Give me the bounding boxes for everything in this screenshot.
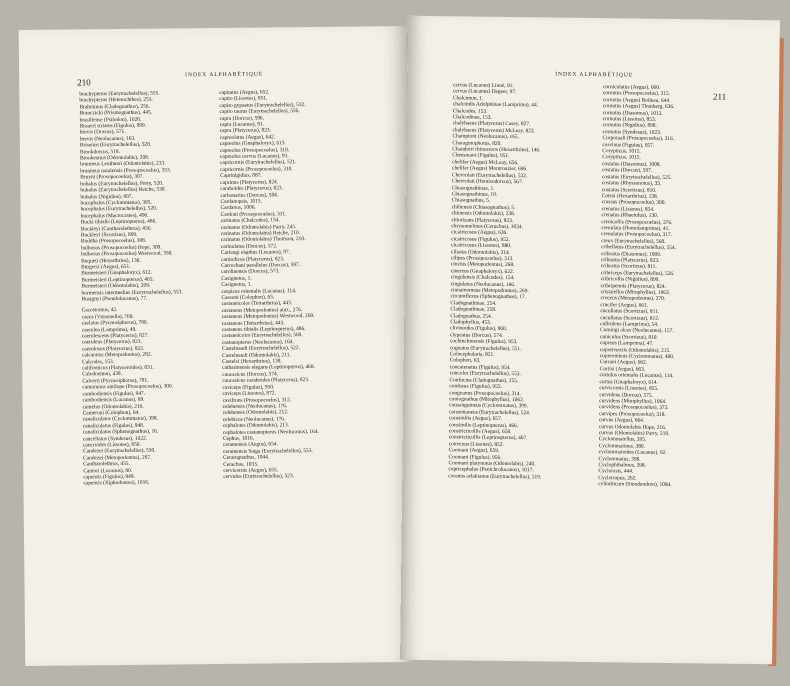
index-entry: Brookeanus (Odontolabis), 208. <box>79 154 150 162</box>
index-entry: castaneicolor (Tetrarthrius), 443. <box>221 300 293 308</box>
index-entry: curvidens (Dorcus), 575. <box>599 391 653 399</box>
running-header: INDEX ALPHABÉTIQUE <box>185 71 264 79</box>
index-entry: Calcodes, 153. <box>82 358 115 366</box>
index-entry: caprinus (Platycerus), 824. <box>220 179 279 186</box>
index-entry: Chalcimon, 1. <box>452 95 484 102</box>
index-entry: castaneus tibialis (Leptinopterus), 486. <box>221 326 306 333</box>
index-entry: calcaratus (Metopodontus), 282. <box>82 351 152 359</box>
index-entry: Chalcodinae, 153. <box>452 114 492 121</box>
index-entry: cornutus (Lissotes), 853. <box>602 116 657 123</box>
index-entry: Currani (Aegus), 662. <box>599 359 648 367</box>
index-entry: cancellatus (Syndesus), 1022. <box>82 435 148 442</box>
index-entry: carolinensis (Dorcus), 573. <box>221 268 280 276</box>
index-entry: camarunus antilope (Prosopocoelus), 300. <box>82 383 174 391</box>
index-entry: ciliatus (Odontolabis), 214. <box>451 248 511 256</box>
index-entry: concatenatus (Figulus), 954. <box>449 364 511 371</box>
index-entry: Casignetus, 1. <box>221 281 252 289</box>
index-entry: curtulus orientalis (Lucanus), 114. <box>599 372 674 380</box>
index-column-2 <box>598 84 678 488</box>
index-entry: castaneus (Tetrarthrius), 443. <box>221 319 285 327</box>
index-entry: caraboides (Platycerus), 823. <box>220 185 283 193</box>
index-entry: Colocephalaria, 821. <box>449 351 495 358</box>
index-entry: cribripennis (Platycerus), 824. <box>600 282 666 290</box>
index-entry: cribratus (Platycerus), 823. <box>600 257 660 264</box>
index-entry: cancroides (Lissotes), 850. <box>83 441 141 449</box>
index-entry: consanguineus (Cyclommatus), 399. <box>449 402 528 410</box>
index-entry: cullridens (Lamprima), 54. <box>600 321 659 328</box>
index-entry: corvinus (Figulus), 957. <box>602 141 655 149</box>
index-entry: cupreivertris (Odontolabis), 215. <box>599 346 671 354</box>
index-entry: curvipes (Prosopocoelus), 318. <box>599 410 666 418</box>
index-entry: cucullatus (Scortizus), 811. <box>600 308 660 316</box>
index-entry: Charagmophorus, 820. <box>452 139 502 147</box>
index-entry: capra (Dorcus), 596. <box>219 115 264 122</box>
index-entry: Braueri striatus (Figulus), 999. <box>79 122 147 130</box>
index-entry: cephalotes (Odontolabis), 213. <box>222 422 290 430</box>
index-entry: Cantharolethrus, 455. <box>83 461 130 468</box>
page-number: 210 <box>77 77 91 88</box>
index-entry: Cassoni (Colophon), 65. <box>221 294 275 301</box>
index-entry: caeca (Vinsonella), 768. <box>81 313 134 321</box>
index-entry: bulbosus (Prosopocoelus) Westwood, 358. <box>81 250 173 258</box>
index-entry: celebicus (Neolucanus), 176. <box>222 415 286 423</box>
index-entry: Caprinigidius, 887. <box>220 172 262 180</box>
index-entry: Coomani (Figulus), 956. <box>448 453 502 461</box>
index-entry: Cladognathinae, 258. <box>450 306 497 314</box>
index-entry: Cotesi (Hexarthrius), 138. <box>601 193 659 200</box>
index-entry: costatus (Dorcus), 597. <box>602 167 653 175</box>
index-entry: caerulea (Lamprima), 49. <box>81 326 137 334</box>
index-entry: cilipes (Prosopocoelus), 313. <box>450 255 514 263</box>
index-entry: cribricollis (Nigidius), 899. <box>600 276 660 284</box>
index-entry: Ceratognathus, 1044. <box>223 454 270 462</box>
index-entry: Calodoemon, 439. <box>82 371 123 378</box>
index-entry: castanopterus (Neolucanus), 164. <box>221 339 294 346</box>
index-entry: copricephalus (Penichrolucanus), 1017. <box>448 466 534 474</box>
index-entry: creux (Eurytrachelellus), 560. <box>601 237 666 245</box>
index-entry: concolor (Eurytrachelellus), 553. <box>449 370 521 378</box>
index-entry: capensis (Xiphodontus), 1016. <box>83 480 150 487</box>
index-entry: Carrochani parallelus (Dorcus), 597. <box>221 262 301 269</box>
index-entry: curvus (Aegus), 664. <box>598 417 645 424</box>
index-entry: cornutus (Aegus) Thunberg, 636. <box>602 103 675 111</box>
index-entry: bubalus (Nigidius), 897. <box>80 193 133 200</box>
index-entry: Brookdorcus, 518. <box>79 148 120 156</box>
index-entry: coniognathus (Mitophyllus), 1062. <box>449 396 525 404</box>
index-entry: carbonarius (Dorcus), 584. <box>220 191 279 199</box>
index-entry: celebensis (Neolucanus), 176. <box>222 403 288 410</box>
index-entry: Cheesmani (Figulus), 951. <box>452 152 510 160</box>
index-entry: Corypticus, 1015. <box>602 148 641 155</box>
index-entry: brunneus natalensis (Prosopocoelus), 353. <box>80 167 172 175</box>
index-entry: crenulata (Homolamprima), 41. <box>601 225 670 232</box>
index-entry: carinatus (Odontolabis) Reiche, 210. <box>220 230 301 237</box>
index-entry: carinatus (Chalcodes), 154. <box>220 217 280 225</box>
index-entry: chrysomelinus (Ceruchus), 1034. <box>451 223 523 231</box>
index-entry: crenatus (Rhaetulus), 130. <box>601 212 659 219</box>
index-entry: capito (Lissotes), 851. <box>219 95 268 103</box>
index-entry: celebensis (Odontolabis), 212. <box>222 409 289 417</box>
index-entry: capensis (Figulus), 949. <box>83 473 135 481</box>
index-entry: chelifer (Aegus) McLeay, 656. <box>452 159 519 166</box>
index-entry: carinatus (Odontolabis) Parry, 245. <box>220 223 297 231</box>
index-entry: convexus (Lissotes), 852. <box>448 441 504 448</box>
index-entry: curtus (Gnaphaloryx), 614. <box>599 378 658 386</box>
index-entry: caucasicus caraboides (Platycerus), 823. <box>222 377 310 385</box>
index-entry: caucasicus (Dorcus), 574. <box>222 371 279 378</box>
index-entry: cribriceps (Eurytrachelellus), 526. <box>600 269 675 277</box>
index-entry: castaneicolor (Eurytrachelellus), 560. <box>221 332 303 340</box>
index-entry: Cladognathinae, 254. <box>450 300 497 307</box>
index-entry: Candezei (Eurytrachelellus), 530. <box>83 447 156 455</box>
index-entry: chelifer (Aegus) Montrouzier, 696. <box>452 165 528 173</box>
index-entry: Candezei (Metopodontus), 267. <box>83 454 152 462</box>
index-entry: Burmeisteri (Gnaphaloryx), 612. <box>81 270 152 277</box>
index-entry: Cardanus, 1006. <box>220 204 256 212</box>
index-entry: Cyclommatellus, 395. <box>598 436 647 444</box>
index-entry: Coomani (Aegus), 659. <box>448 447 500 455</box>
index-entry: cambodiensis (Figulus), 947. <box>82 390 146 398</box>
index-entry: Cladophyllus, 453. <box>450 319 492 326</box>
index-entry: cornutus (Aegus) Boileau, 644. <box>602 96 671 104</box>
index-entry: capricornis (Prosopocoelus), 310. <box>220 166 293 173</box>
index-entry: costatus (Eurytrachelellus), 525. <box>601 173 672 181</box>
index-entry: Buckleyi (Cantharolethrus), 456. <box>80 225 152 232</box>
index-entry: coranus arfakianus (Eurytrachelellus), 519. <box>448 473 542 481</box>
index-entry: Buddha (Prosopocoelus), 308. <box>80 238 147 245</box>
index-entry: cingulensis (Chalcodes), 154. <box>450 274 515 282</box>
index-entry: chiliensis (Chiasognathus), 5. <box>451 204 516 211</box>
index-entry: bucephalus (Cyclommatus), 395. <box>80 199 152 207</box>
index-entry: Cyclommatus, 398. <box>598 455 641 463</box>
index-entry: Coomani platynotus (Odontolabis), 240. <box>448 460 536 468</box>
index-entry: bubalus (Eurytrachelellus) Reiche, 530. <box>80 186 166 194</box>
index-entry: Cyclophthalmus, 398. <box>598 462 646 469</box>
index-entry: chalcitidis Adolphinae (Lamprima), 44. <box>452 101 539 109</box>
index-entry: capricornis (Eurytrachelellus), 521. <box>220 159 297 167</box>
index-entry: cinereus (Gnaphaloryx), 622. <box>450 268 515 275</box>
index-entry: curvidens (Prosopocoelus), 373. <box>599 404 669 412</box>
index-entry: canaliculatus (Cyclommatus), 398. <box>82 415 158 423</box>
index-entry: Cumingi alces (Neolucanus), 157. <box>600 327 674 335</box>
index-column-2 <box>219 89 319 481</box>
index-entry: Chevrolati (Hemisodorcus), 567. <box>451 178 523 186</box>
index-entry: confusus (Figulus), 955. <box>449 383 502 391</box>
index-entry: chalybaeus (Platycerus) McLeay, 823. <box>452 127 536 135</box>
index-entry: bucephalus (Macrocrates), 490. <box>80 212 149 220</box>
index-entry: Cyclorasis, 444. <box>598 468 634 475</box>
index-entry: cephalotes castanopterus (Neolucanus), 164. <box>222 428 319 436</box>
index-entry: cupreoniteus (Cyclommatus), 400. <box>599 353 675 361</box>
index-entry: cinnamomeus (Metopodontus), 269. <box>450 287 529 295</box>
index-entry: brunneus Leuthneri (Odontolabis), 233. <box>80 160 166 168</box>
index-entry: caviceps (Figulus), 950. <box>222 384 275 391</box>
index-entry: ceramensis (Aegus), 654. <box>223 441 278 449</box>
index-entry: cornutus (Syndesus), 1023. <box>602 128 662 136</box>
index-entry: cervus (Lucanus) Linné, 91. <box>453 82 514 90</box>
index-entry: cribratus (Scortizus), 811. <box>600 263 657 271</box>
index-entry: catharinensis elegans (Leptinopterus), 468. <box>222 364 315 372</box>
index-entry: Chiasognathinus, 10. <box>451 191 498 198</box>
index-entry: castaneus (Metopodontus) Westwood, 269. <box>221 313 315 321</box>
index-entry: Colophon, 63. <box>449 357 481 365</box>
index-entry: clypeatus (Dorcus), 574. <box>450 332 504 339</box>
index-entry: cribratus (Diasomus), 1009. <box>601 250 662 258</box>
index-entry: carniolicus (Platycerus), 823. <box>221 255 285 263</box>
index-entry: cupreus (Lamprima), 47. <box>599 340 654 348</box>
index-entry: capito taurus (Eurytrachelellus), 556. <box>219 108 300 116</box>
index-entry: crenicollis (Prosopocoelus), 376. <box>601 218 673 226</box>
index-entry: caeruleus (Platycerus), 823. <box>81 339 142 346</box>
index-entry: bucephalus (Eurytrachelellus), 520. <box>80 205 158 213</box>
index-entry: Cyclommatinus, 380. <box>598 442 646 450</box>
index-entry: Cacostomus, 42. <box>81 307 118 314</box>
index-entry: constricticollis (Aegus), 658. <box>448 428 512 435</box>
index-entry: cuniculus (Scortizus), 810. <box>600 333 658 341</box>
index-column-1 <box>79 90 184 487</box>
index-entry: consimilis (Aegus), 657. <box>448 415 503 423</box>
index-entry: Castelsi (Hexarthrius), 138. <box>222 358 282 365</box>
index-entry: costatus (Diasomus), 1008. <box>602 161 661 168</box>
index-column-1 <box>448 82 546 480</box>
index-entry: Buqueti (Hexarthrius), 138. <box>81 257 141 264</box>
index-entry: Bucki tibialis (Leptinopterus), 486. <box>80 218 157 226</box>
index-entry: capreolus cervus (Lucanus), 91. <box>219 153 289 161</box>
index-entry: Brahminus (Cladognathus), 256. <box>79 103 150 111</box>
index-entry: cicatricosus (Aegus), 636. <box>451 229 508 237</box>
index-entry: cyclommatoides (Lucanus), 92. <box>598 449 667 457</box>
index-entry: castaneus (Metopodontus) auct., 276. <box>221 306 303 314</box>
index-entry: chinensis (Odontolabis), 238. <box>451 210 516 218</box>
index-entry: Cameroni (Colophon), 64. <box>82 409 140 417</box>
index-entry: capreolus (Prosopocoelus), 310. <box>219 146 290 154</box>
index-entry: californicus (Platyceroides), 831. <box>82 364 154 372</box>
index-entry: Chiasognathus, 5. <box>451 197 491 205</box>
right-page <box>400 16 780 664</box>
index-entry: caspicus orientalis (Lucanus), 114. <box>221 287 297 295</box>
index-entry: capreolus (Gnaphaloryx), 613. <box>219 140 286 148</box>
index-entry: Bruyni (Prosopocoelus), 307. <box>80 174 144 181</box>
index-entry: cambodiensis (Lucanus), 89. <box>82 396 145 404</box>
index-entry: brachypterus (Heterochthes), 253. <box>79 97 153 104</box>
index-entry: carinatus (Odontolabis) Thomson, 210. <box>220 236 306 244</box>
index-entry: Branczicki (Prismognathus), 445. <box>79 109 153 117</box>
index-entry: cicatricosus (Lissotes), 880. <box>451 242 512 250</box>
index-entry: cicatricosus (Figulus), 952. <box>451 236 510 243</box>
index-entry: cingulatus (Neolucanus), 166. <box>450 280 516 288</box>
index-entry: Chaudoiri rhinoceros (Hexarthrius), 146. <box>452 146 541 154</box>
index-entry: cervicornis (Aegus), 655. <box>223 467 279 474</box>
index-entry: crenatus (Lissotes), 854. <box>601 205 655 213</box>
index-entry: camelus (Odontolabis), 210. <box>82 403 144 410</box>
index-entry: chalybaeus (Platycerus) Casey, 827. <box>452 120 531 128</box>
running-header: INDEX ALPHABÉTIQUE <box>555 71 634 79</box>
index-entry: Cardanopsis, 1015. <box>220 198 263 205</box>
index-entry: curvus Odontolabis Hope, 216. <box>598 423 667 431</box>
index-entry: cavifrons (Prosopocoelus), 312. <box>222 396 292 404</box>
index-entry: cervus (Lucanus) Degeer, 97. <box>452 88 517 96</box>
index-entry: caviceps (Lissotes), 872. <box>222 390 276 398</box>
index-entry: Buckleyi (Scortizus), 809. <box>80 231 138 239</box>
index-entry: constricticollis (Leptinopterus), 467. <box>448 434 528 442</box>
index-entry: cornutus (Diasomus), 1013. <box>602 109 663 117</box>
index-entry: curvidens (Mitophyllus), 1064. <box>599 398 667 405</box>
index-entry: congoanus (Prosopocoelus), 314. <box>449 389 521 397</box>
index-entry: cristatellus (Mitophyllus), 1063. <box>600 289 671 296</box>
index-entry: ceramensis Saiga (Eurytrachelellus), 553. <box>223 447 313 455</box>
index-entry: crenulatus (Prosopocoelus), 317. <box>601 231 672 239</box>
index-entry: consimilis (Leptinopterus), 466. <box>448 421 519 429</box>
index-entry: Cerachus, 1033. <box>223 461 259 468</box>
index-entry: canaliculatus (Sphenognathus), 16. <box>82 428 159 436</box>
index-entry: Chalcodes, 153. <box>452 107 488 115</box>
index-entry: capra (Platycerus), 823. <box>219 127 271 135</box>
index-entry: Cladognathus, 254. <box>450 312 493 320</box>
index-entry: Cyclotropus, 262. <box>598 474 637 482</box>
index-entry: costatus (Rhyssonotus), 33. <box>601 180 662 187</box>
index-entry: cognatus (Eurytrachelellus), 551. <box>449 344 522 352</box>
index-entry: capreolatus (Aegus), 642. <box>219 134 276 141</box>
index-entry: Carlengi elaphus (Lucanus), 97. <box>220 249 291 257</box>
index-entry: Castelnaudi (Eurytrachelellus), 522. <box>222 345 300 353</box>
index-entry: bubalus (Eurytrachelellus), Perty, 520. <box>80 180 164 188</box>
page-number: 211 <box>712 91 727 102</box>
index-entry: Chevrolati (Eurytrachelellus), 532. <box>451 171 528 179</box>
index-entry: crassus (Prosopocoelus), 300. <box>601 199 666 207</box>
index-entry: curvicornis (Lissotes), 855. <box>599 385 659 392</box>
index-entry: Cantori (Lucanus), 90. <box>83 467 133 474</box>
index-entry: corniculatus (Aegus), 660. <box>603 84 661 91</box>
index-entry: circumflexus (Sphenognathus), 17. <box>450 293 527 301</box>
index-entry: cervulus (Eurytrachelellus), 523. <box>223 473 295 481</box>
index-entry: cylindricum (Sinodendron), 1084. <box>598 481 672 489</box>
index-entry: brevis (Neolucanus), 163. <box>79 135 136 143</box>
index-entry: cribellatus (Eurytrachelellus), 554. <box>601 244 677 252</box>
index-entry: Confucius (Cladognathus), 255. <box>449 376 519 384</box>
index-entry: Cephus, 1016. <box>222 435 255 442</box>
index-entry: carinulatus (Dorcus), 572. <box>220 243 278 250</box>
index-entry: capito gypaetus (Eurytrachelellus), 532. <box>219 101 306 109</box>
index-entry: Busignyi (Pseudolucanus), 77. <box>81 295 148 303</box>
index-entry: cucullatus (Scortizus), 812. <box>600 314 660 322</box>
index-entry: Castelnaudi (Odontolabis), 211. <box>222 351 291 359</box>
index-entry: caerulescens (Platycerus), 827. <box>81 332 149 340</box>
index-entry: Corporaali (Prosopocoelus), 316. <box>602 135 675 143</box>
index-entry: Cardoni (Prosopocoelus), 311. <box>220 210 287 218</box>
index-entry: capra (Lucanus), 91. <box>219 121 265 128</box>
index-entry: Curtisi (Aegus), 663. <box>599 365 646 373</box>
index-entry: Championi (Neolucanus), 165. <box>452 133 519 141</box>
index-entry: costatus (Scortizus), 810. <box>601 186 657 194</box>
index-entry: capitatus (Aegus), 652. <box>219 89 270 96</box>
index-entry: crucifer (Aegus), 661. <box>600 301 649 309</box>
index-entry: brasiliense (Psilodon), 1028. <box>79 116 142 124</box>
index-entry: Burmeisteri (Leptinopterus), 465. <box>81 276 154 284</box>
index-entry: brevis (Dorcus), 571. <box>79 129 126 136</box>
index-entry: cochinchinensis (Figulus), 953. <box>449 338 518 346</box>
index-entry: Brisenus (Eurytrachelellus), 520. <box>79 141 152 149</box>
index-entry: burmensis intermedius (Eurytrachelellus), 553. <box>81 288 183 296</box>
index-entry: cinctus (Metopodontus), 268. <box>450 261 515 269</box>
index-entry: croceus (Metopodontus), 270. <box>600 295 666 303</box>
index-entry: curvus (Odontolabis) Parry, 218. <box>598 430 670 437</box>
index-entry: clivinoides (Figulus), 960. <box>450 325 508 333</box>
index-entry: Corypticus, 1015. <box>602 154 641 162</box>
index-entry: cornutus (Nigidius), 898. <box>602 122 657 130</box>
index-entry: bulbosus (Prosopocoelus) Hope, 309. <box>80 244 162 252</box>
index-entry: Casignetus, 1. <box>221 275 252 282</box>
index-entry: brachypterus (Eurytrachelellus), 555. <box>79 90 160 98</box>
index-entry: caerulosus (Platycerus), 822. <box>81 345 145 353</box>
index-entry: chlorizans (Platycerus), 823. <box>451 216 514 224</box>
index-entry: Calverti (Pycnosiphorus), 781. <box>82 377 149 385</box>
index-entry: canaliculatus (Figulus), 948. <box>82 422 145 430</box>
index-entry: Bürgersi (Aegus), 651. <box>81 263 131 271</box>
index-entry: Burmeisteri (Odontolabis), 209. <box>81 282 151 290</box>
left-page <box>19 26 414 666</box>
index-entry: consentaneus (Eurytrachelellus), 524. <box>449 409 531 416</box>
index-entry: cornutus (Prosopocoelus), 315. <box>602 90 671 98</box>
index-entry: Chiasognathinae, 1. <box>451 184 495 192</box>
index-entry: caelatus (Pycnosiphorus), 780. <box>81 319 148 327</box>
